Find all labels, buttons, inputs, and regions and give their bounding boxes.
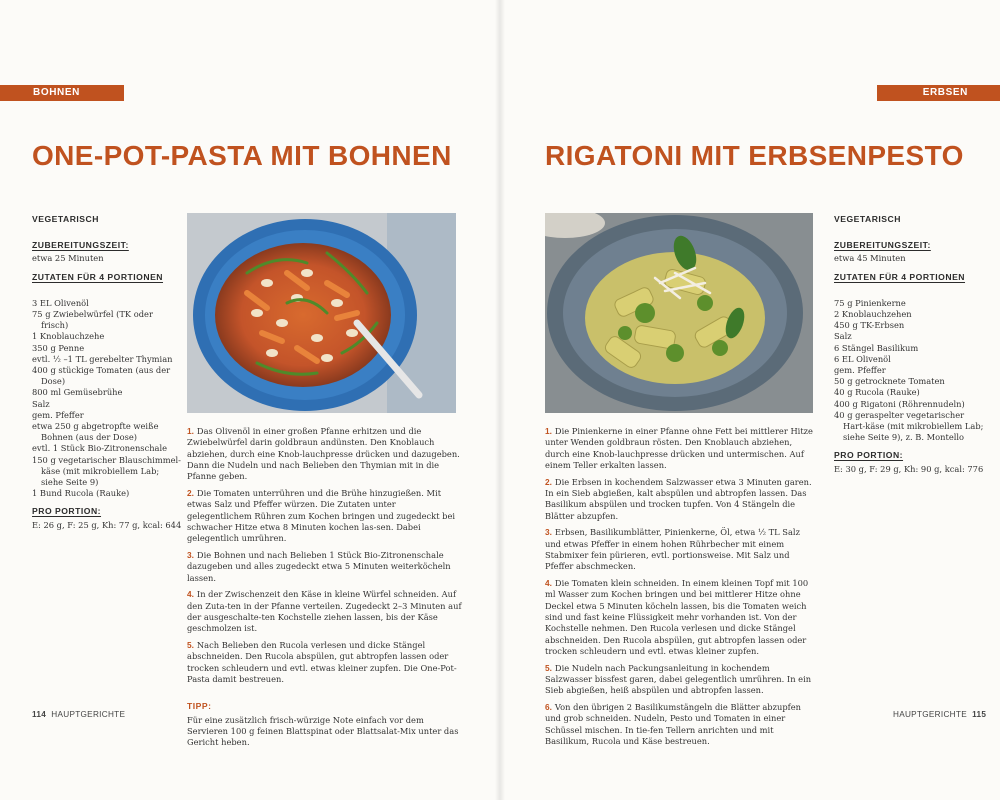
portion-label: PRO PORTION: <box>32 506 102 517</box>
instruction-step <box>187 589 462 634</box>
step-number: 3. <box>545 527 552 538</box>
step-number: 2. <box>187 487 194 498</box>
ingredient-item: etwa 250 g abgetropfte weiße Bohnen (aus der Dose) <box>32 421 159 443</box>
ingredient-item: 40 g Rucola (Rauke) <box>834 387 920 398</box>
instruction-step <box>187 488 462 544</box>
tip-text: Für eine zusätzlich frisch-würzige Note einfach vor dem Servieren 100 g feinen Blattspinat oder Blattsalat-Mix unter das Gericht heben. <box>187 714 459 748</box>
ingredient-item: 350 g Penne <box>32 342 85 353</box>
section-name: HAUPTGERICHTE <box>51 710 126 719</box>
portion-value: E: 26 g, F: 25 g, Kh: 77 g, kcal: 644 <box>32 519 182 530</box>
step-number: 5. <box>545 662 552 673</box>
instructions <box>187 426 462 748</box>
ingredients-label: ZUTATEN FÜR 4 PORTIONEN <box>834 271 966 282</box>
recipe-info-sidebar <box>32 214 182 531</box>
dish-photo-rigatoni <box>545 213 813 413</box>
step-number: 6. <box>545 702 552 713</box>
step-text: Die Nudeln nach Packungsanleitung in kochendem Salzwasser bissfest garen, dabei gelegentlich umrühren. In ein Sieb abgießen, heiß abspülen und abtropfen lassen. <box>545 662 812 696</box>
prep-time-label: ZUBEREITUNGSZEIT: <box>32 240 129 251</box>
ingredient-item: 40 g geraspelter vegetarischer Hart-käse (mit mikrobiellem Lab; siehe Seite 9), z. B. Montello <box>834 409 984 443</box>
ingredients-list <box>834 298 984 444</box>
step-text: Die Tomaten klein schneiden. In einem kleinen Topf mit 100 ml Wasser zum Kochen bringen und bei mittlerer Hitze ohne Deckel etwa 5 Minuten köcheln lassen, bis die Tomaten weich sind und fast keine Flüssigkeit mehr vorhanden ist. Von der Kochstelle nehmen. Den Rucola verlesen und dicke Stängel abschneiden. Den Rucola abspülen, gut abtropfen lassen oder trocken schleudern und evtl. etwas kleiner zupfen. <box>545 578 809 656</box>
ingredient-item: 800 ml Gemüsebrühe <box>32 387 123 398</box>
page-number: 114 <box>32 710 47 719</box>
page-number: 115 <box>972 710 987 719</box>
recipe-title: ONE-POT-PASTA MIT BOHNEN <box>32 140 452 171</box>
ingredient-item: gem. Pfeffer <box>32 409 84 420</box>
ingredient-item: 50 g getrocknete Tomaten <box>834 376 945 387</box>
footer-right <box>893 710 986 719</box>
step-number: 1. <box>187 426 194 436</box>
category-bar-erbsen <box>877 85 1000 101</box>
category-label: BOHNEN <box>33 87 80 98</box>
section-name: HAUPTGERICHTE <box>893 710 967 719</box>
instructions <box>545 426 817 753</box>
step-number: 1. <box>545 426 552 436</box>
instruction-step <box>545 527 817 572</box>
diet-label: VEGETARISCH <box>834 214 901 224</box>
instruction-step <box>545 426 817 471</box>
prep-time-value: etwa 45 Minuten <box>834 253 906 264</box>
category-bar-bohnen <box>0 85 124 101</box>
instruction-step <box>545 477 817 522</box>
portion-label: PRO PORTION: <box>834 450 904 461</box>
step-text: Nach Belieben den Rucola verlesen und dicke Stängel abschneiden. Den Rucola abspülen, gut abtropfen lassen oder trocken schleudern und evtl. etwas kleiner zupfen. Die One-Pot-Pasta damit bestreuen. <box>187 640 457 684</box>
footer-left <box>32 710 125 719</box>
instruction-step <box>187 426 462 482</box>
recipe-info-sidebar <box>834 214 984 475</box>
step-text: Die Erbsen in kochendem Salzwasser etwa 3 Minuten garen. In ein Sieb abgießen, kalt abspülen und abtropfen lassen. Das Basilikum abspülen und trocken tupfen. Von 4 Stängeln die Blätter abzupfen. <box>545 476 812 521</box>
ingredient-item: 6 EL Olivenöl <box>834 353 891 364</box>
ingredient-item: 75 g Zwiebelwürfel (TK oder frisch) <box>32 309 153 331</box>
portion-value: E: 30 g, F: 29 g, Kh: 90 g, kcal: 776 <box>834 463 984 474</box>
ingredient-item: gem. Pfeffer <box>834 365 886 376</box>
pasta-bohnen-illustration <box>187 213 456 413</box>
instruction-step <box>545 578 817 657</box>
ingredient-item: 75 g Pinienkerne <box>834 297 906 308</box>
prep-time-value: etwa 25 Minuten <box>32 253 104 264</box>
step-number: 5. <box>187 640 194 651</box>
step-text: Die Bohnen und nach Belieben 1 Stück Bio-Zitronenschale dazugeben und alles zugedeckt etwa 5 Minuten weiterköcheln lassen. <box>187 549 451 583</box>
ingredient-item: 400 g stückige Tomaten (aus der Dose) <box>32 365 171 387</box>
ingredient-item: 1 Knoblauchzehe <box>32 331 105 342</box>
ingredient-item: evtl. ½ –1 TL gerebelter Thymian <box>32 353 173 364</box>
ingredient-item: 3 EL Olivenöl <box>32 297 89 308</box>
recipe-title: RIGATONI MIT ERBSENPESTO <box>545 140 964 171</box>
ingredient-item: evtl. 1 Stück Bio-Zitronenschale <box>32 443 168 454</box>
step-text: Erbsen, Basilikumblätter, Pinienkerne, Öl, etwa ½ TL Salz und etwas Pfeffer in einem hohen Rührbecher mit einem Stabmixer fein pürieren, evtl. portionsweise. Mit Salz und Pfeffer abschmecken. <box>545 527 800 572</box>
ingredients-label: ZUTATEN FÜR 4 PORTIONEN <box>32 271 164 282</box>
step-text: Die Pinienkerne in einer Pfanne ohne Fett bei mittlerer Hitze unter Wenden goldbraun rösten. Den Knoblauch abziehen, durch eine Knob-lauchpresse drücken und untermischen. Auf einem Teller erkalten lassen. <box>545 426 813 470</box>
ingredient-item: Salz <box>32 398 50 409</box>
step-text: Von den übrigen 2 Basilikumstängeln die Blätter abzupfen und grob schneiden. Nudeln, Pesto und Tomaten in einer Schüssel mischen. In tie-fen Tellern anrichten und mit Basilikum, Rucola und Käse bestreuen. <box>545 702 801 746</box>
step-text: In der Zwischenzeit den Käse in kleine Würfel schneiden. Auf den Zuta-ten in der Pfanne verteilen. Zugedeckt 2–3 Minuten auf der ausgeschalte-ten Kochstelle ziehen lassen, bis der Käse geschmolzen ist. <box>187 589 462 634</box>
diet-label: VEGETARISCH <box>32 214 99 224</box>
step-number: 3. <box>187 549 194 560</box>
instruction-step <box>545 702 817 747</box>
step-number: 4. <box>545 578 552 589</box>
step-number: 4. <box>187 589 194 600</box>
ingredients-list <box>32 298 182 500</box>
ingredient-item: 400 g Rigatoni (Röhrennudeln) <box>834 398 965 409</box>
ingredient-item: 450 g TK-Erbsen <box>834 320 905 331</box>
ingredient-item: Salz <box>834 331 852 342</box>
dish-photo-pasta-bohnen <box>187 213 456 413</box>
rigatoni-illustration <box>545 213 813 413</box>
prep-time-label: ZUBEREITUNGSZEIT: <box>834 240 931 251</box>
tip-label: TIPP: <box>187 701 212 712</box>
instruction-step <box>545 663 817 697</box>
book-gutter <box>495 0 505 800</box>
step-number: 2. <box>545 476 552 487</box>
ingredient-item: 6 Stängel Basilikum <box>834 342 919 353</box>
instruction-step <box>187 550 462 584</box>
step-text: Die Tomaten unterrühren und die Brühe hinzugießen. Mit etwas Salz und Pfeffer würzen. Die Zutaten unter gelegentlichem Rühren zum Kochen bringen und zugedeckt bei schwacher Hitze etwa 8 Minuten kochen las-sen. Dabei gelegentlich umrühren. <box>187 487 456 544</box>
step-text: Das Olivenöl in einer großen Pfanne erhitzen und die Zwiebelwürfel darin goldbraun andünsten. Den Knoblauch abziehen, durch eine Knob-lauchpresse drücken und dazugeben. Dann die Nudeln und nach Belieben den Thymian mit in die Pfanne geben. <box>187 426 460 482</box>
ingredient-item: 2 Knoblauchzehen <box>834 309 912 320</box>
category-label: ERBSEN <box>922 87 968 98</box>
ingredient-item: 150 g vegetarischer Blauschimmel-käse (mit mikrobiellem Lab; siehe Seite 9) <box>32 454 181 488</box>
instruction-step <box>187 640 462 685</box>
ingredient-item: 1 Bund Rucola (Rauke) <box>32 488 130 499</box>
